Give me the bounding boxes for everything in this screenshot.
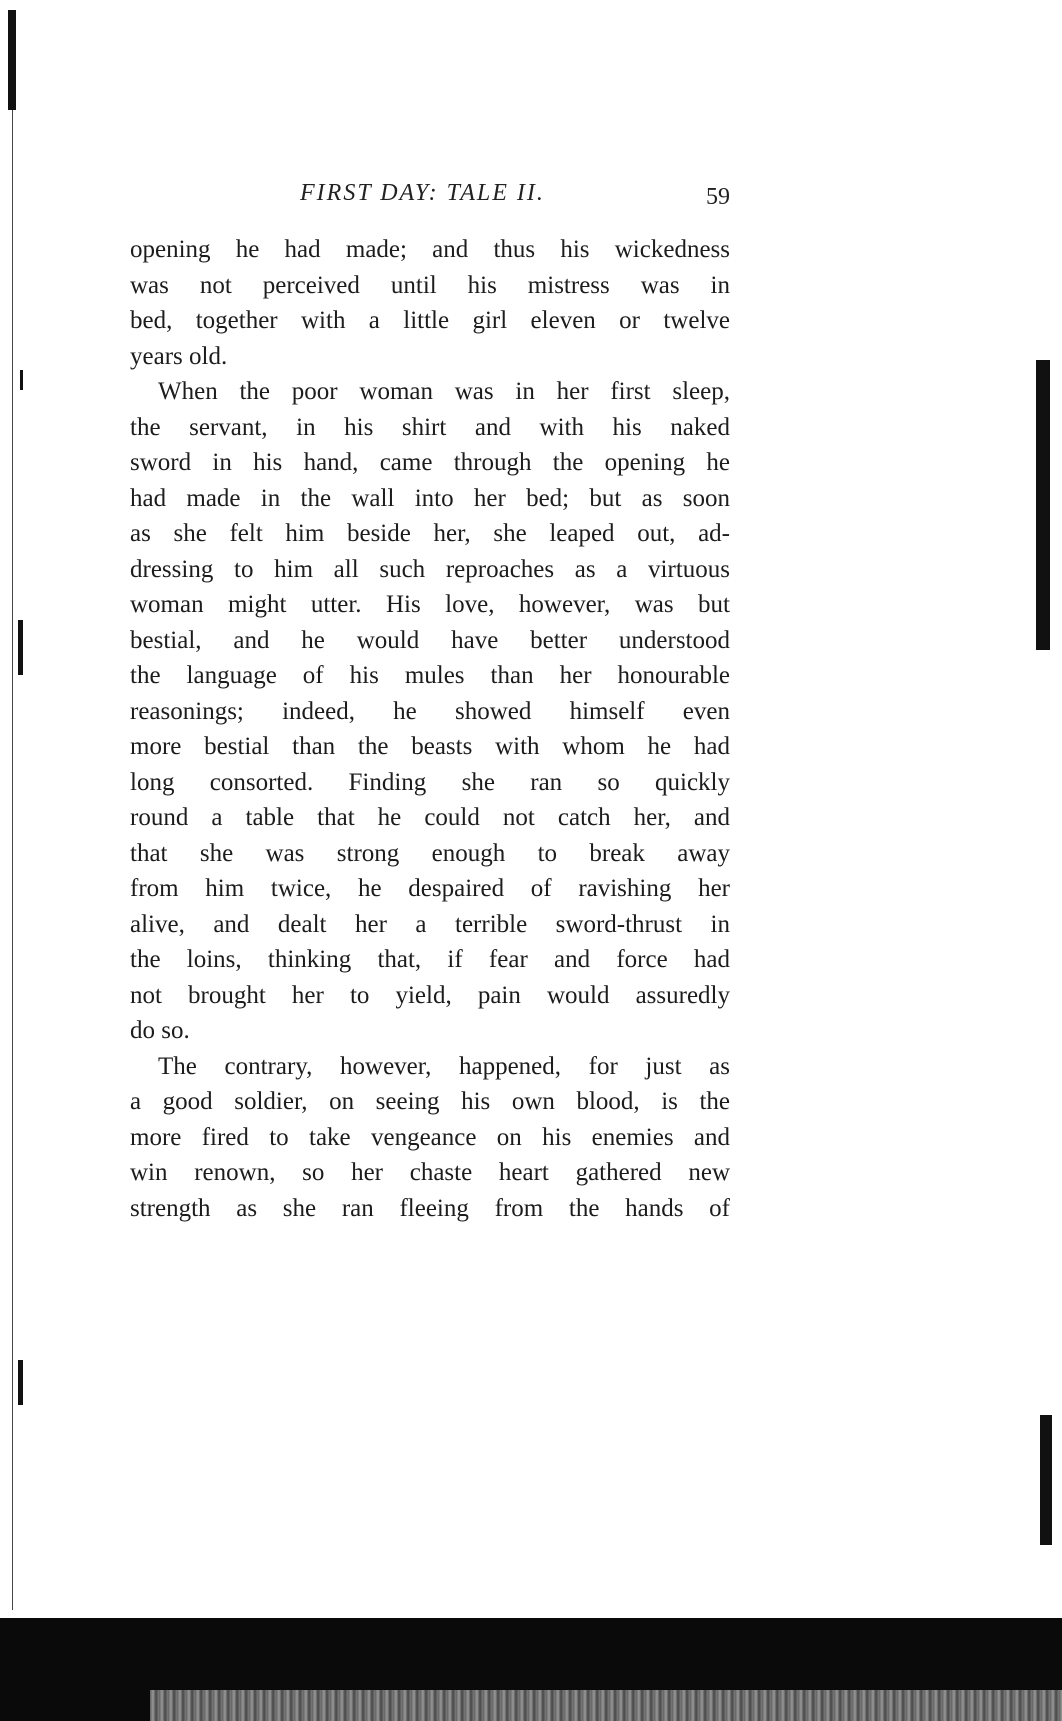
text-line: had made in the wall into her bed; but as soon [130,484,730,512]
paragraph-3 [130,1049,730,1227]
scan-edge-mark-left-1 [20,370,23,390]
text-line: not brought her to yield, pain would assuredly [130,981,730,1009]
text-line: sword in his hand, came through the opening he [130,449,730,476]
text-line: as she felt him beside her, she leaped out, ad- [130,520,730,547]
scan-edge-line-left [12,110,13,1610]
scan-edge-mark-left-2 [18,620,23,675]
running-head: FIRST DAY: TALE II. [300,180,545,206]
text-line: years old. [130,342,228,370]
text-line: long consorted. Finding she ran so quickly [130,768,730,796]
paragraph-2 [130,374,730,1049]
scan-edge-mark-top-left [8,10,16,110]
page-number: 59 [706,184,730,210]
body-text [130,232,730,1226]
text-line: bestial, and he would have better understood [130,626,730,654]
text-line: The contrary, however, happened, for just as [158,1052,730,1080]
text-line: dressing to him all such reproaches as a virtuous [130,555,730,583]
text-line: win renown, so her chaste heart gathered new [130,1159,730,1186]
scan-edge-mark-right-1 [1036,360,1050,650]
text-line: the language of his mules than her honourable [130,662,730,689]
scan-bottom-noise [150,1690,1062,1721]
text-line: that she was strong enough to break away [130,839,730,867]
page-header [130,180,730,210]
text-line: When the poor woman was in her first sleep, [158,378,730,405]
text-line: opening he had made; and thus his wickedness [130,236,730,263]
text-line: round a table that he could not catch her, and [130,804,730,831]
scan-edge-mark-left-3 [18,1360,23,1405]
text-line: strength as she ran fleeing from the hands of [130,1194,730,1222]
text-line: was not perceived until his mistress was in [130,271,730,299]
text-line: more fired to take vengeance on his enemies and [130,1123,730,1151]
text-line: a good soldier, on seeing his own blood, is the [130,1088,730,1115]
text-line: from him twice, he despaired of ravishing her [130,875,730,902]
text-line: do so. [130,1017,190,1044]
paragraph-1 [130,232,730,374]
text-line: reasonings; indeed, he showed himself even [130,697,730,725]
text-line: more bestial than the beasts with whom he had [130,733,730,760]
scan-edge-mark-right-2 [1040,1415,1052,1545]
text-line: the loins, thinking that, if fear and force had [130,946,730,973]
text-line: woman might utter. His love, however, was but [130,591,730,618]
text-line: alive, and dealt her a terrible sword-thrust in [130,910,730,938]
text-line: the servant, in his shirt and with his naked [130,413,730,441]
text-line: bed, together with a little girl eleven or twelve [130,307,730,334]
